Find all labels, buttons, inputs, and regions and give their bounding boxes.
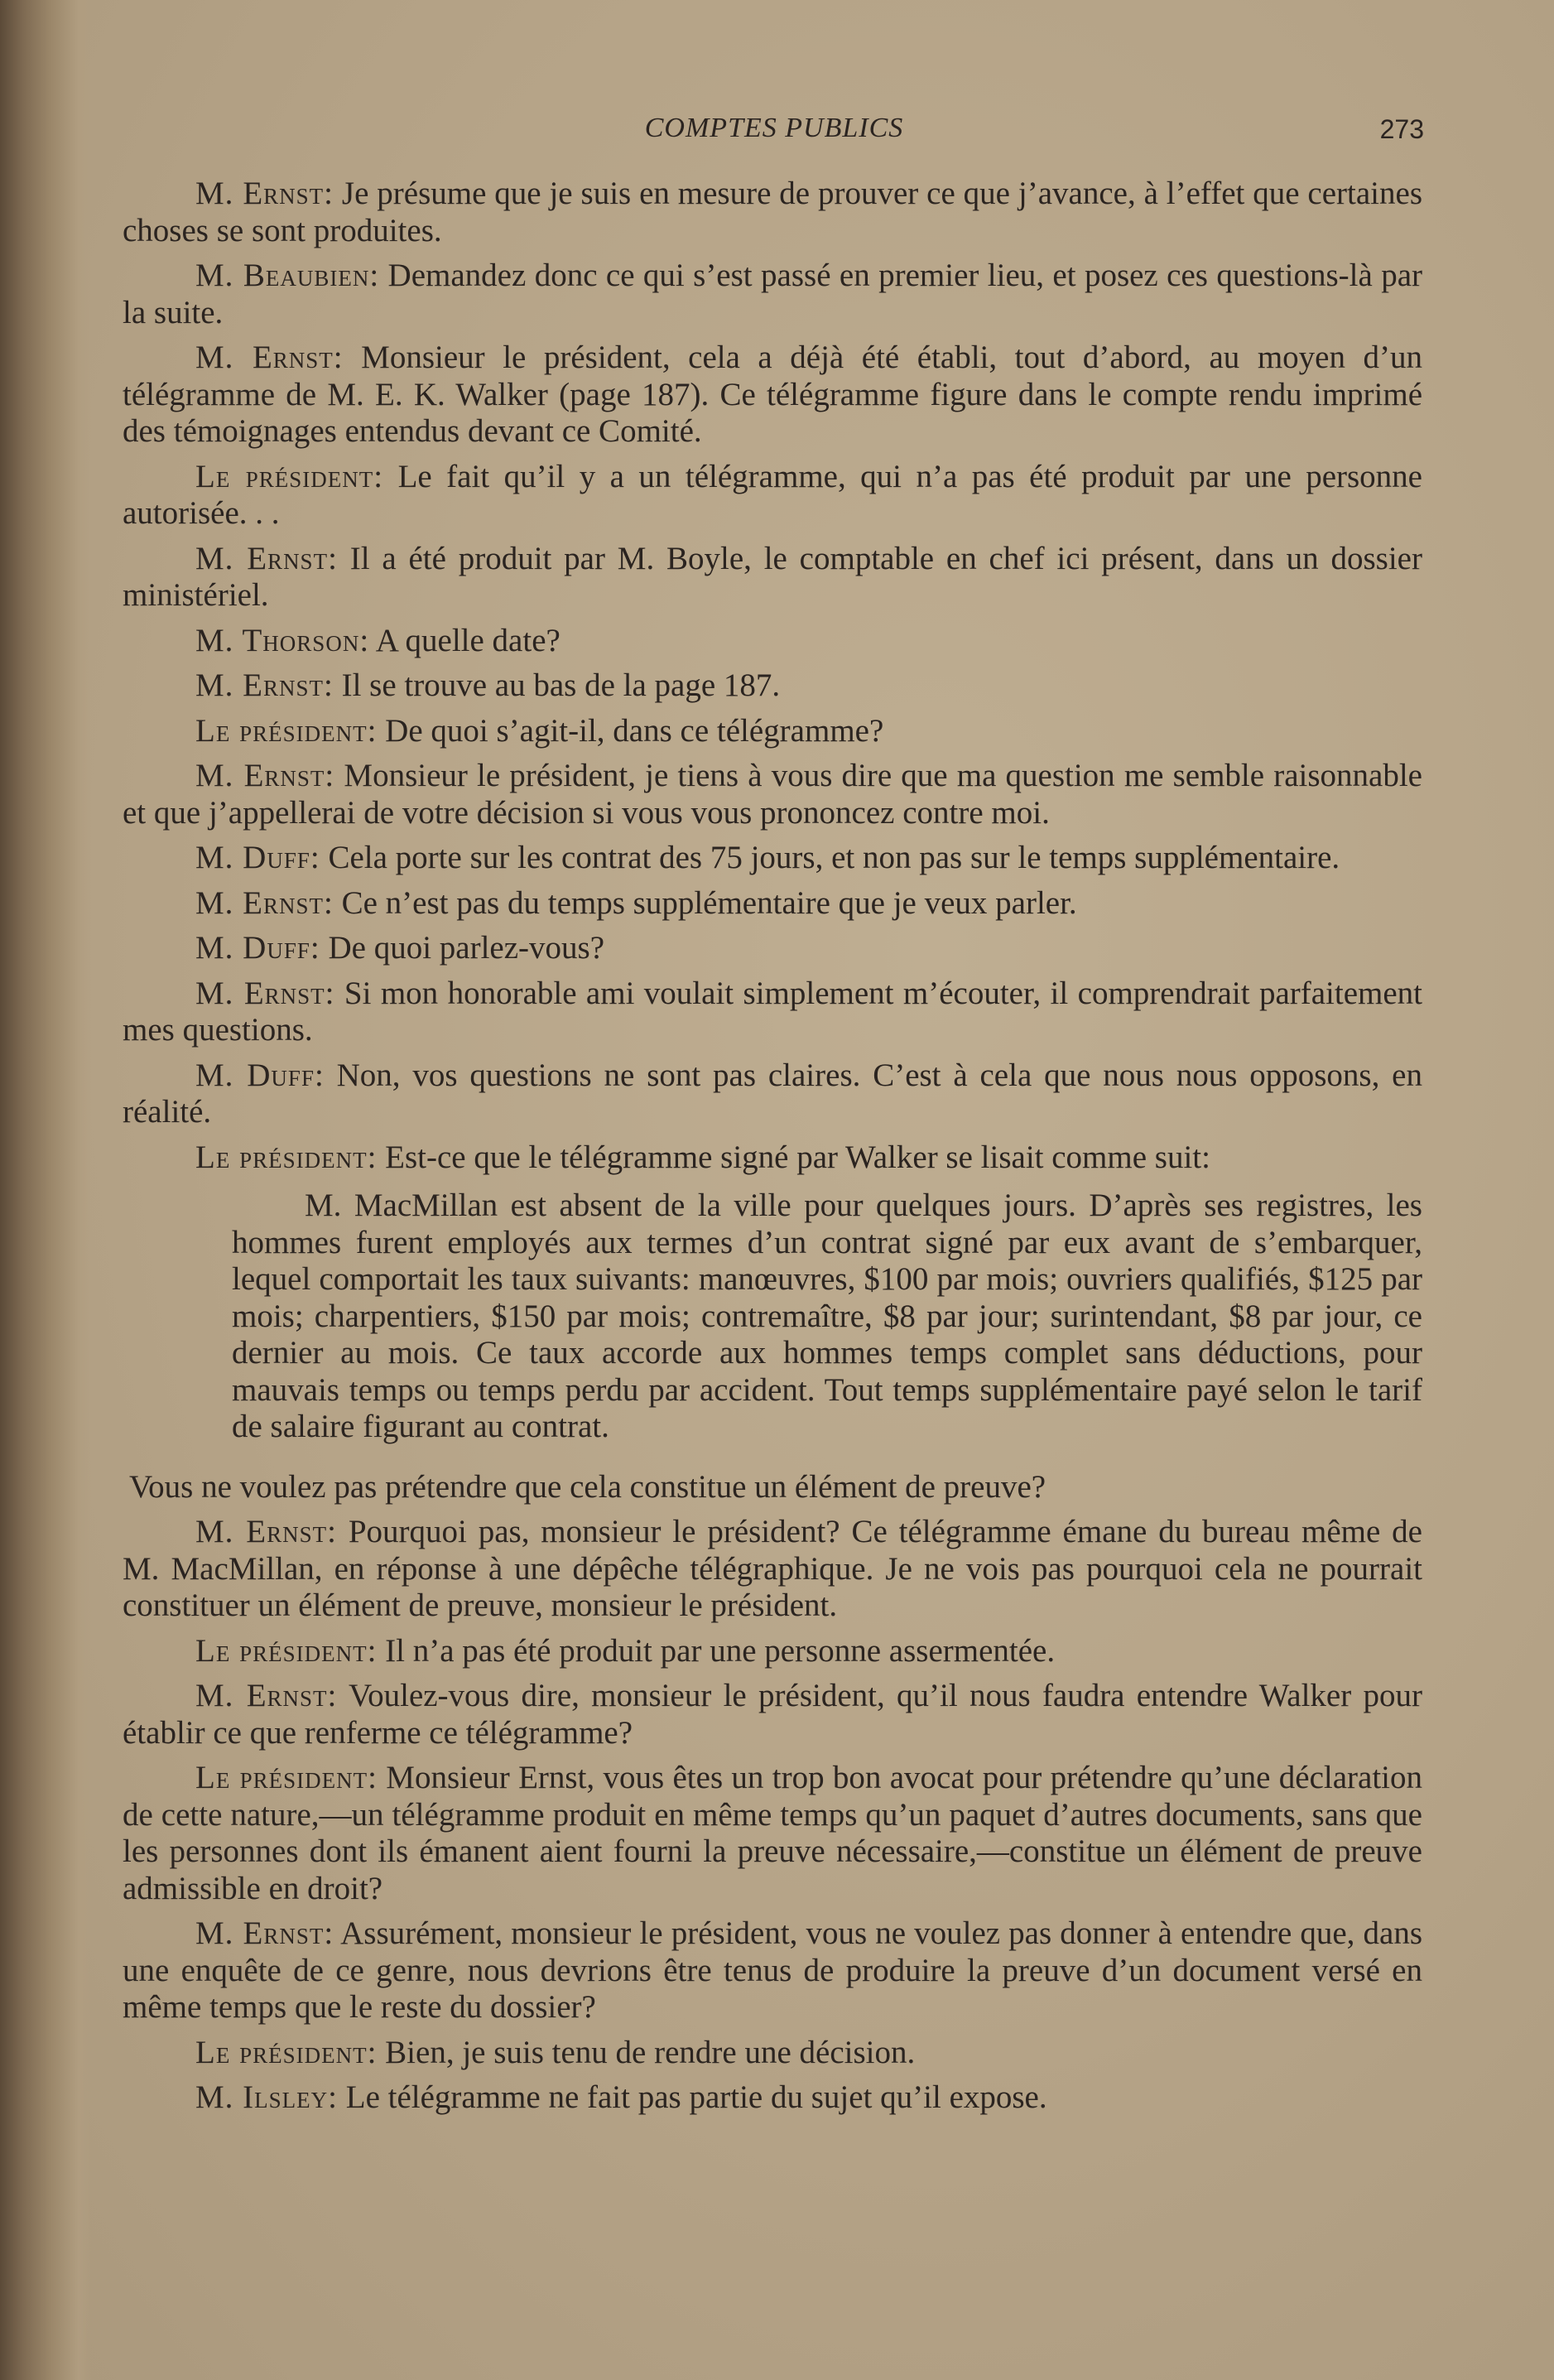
speaker: Le président: xyxy=(195,1632,378,1669)
running-title: COMPTES PUBLICS xyxy=(644,113,904,143)
speaker: M. Duff: xyxy=(195,1057,325,1093)
speech: Il se trouve au bas de la page 187. xyxy=(333,667,781,703)
paragraph xyxy=(123,885,1422,923)
speech: Non, vos questions ne sont pas claires. C’est à cela que nous nous opposons, en réalité. xyxy=(123,1057,1422,1130)
speaker: M. Ilsley: xyxy=(195,2079,338,2115)
speech: De quoi parlez-vous? xyxy=(320,930,605,966)
paragraph xyxy=(123,2079,1422,2117)
speech: Ce n’est pas du temps supplémentaire que je veux parler. xyxy=(333,884,1077,921)
speech: Assurément, monsieur le président, vous ne voulez pas donner à entendre que, dans une enquête de ce genre, nous devrions être tenus de produire la preuve d’un document versé en même temps que le reste du dossier? xyxy=(123,1915,1422,2025)
speaker: M. Ernst: xyxy=(195,667,334,703)
speech: Monsieur le président, cela a déjà été établi, tout d’abord, au moyen d’un télégramme de M. E. K. Walker (page 187). Ce télégramme figure dans le compte rendu imprimé des témoignages entendus devant ce Comité. xyxy=(123,340,1422,449)
speech: Demandez donc ce qui s’est passé en premier lieu, et posez ces questions-là par la suite. xyxy=(123,258,1422,330)
paragraph xyxy=(123,459,1422,532)
speaker: M. Ernst: xyxy=(195,1678,338,1713)
speech: Pourquoi pas, monsieur le président? Ce télégramme émane du bureau même de M. MacMillan, en réponse à une dépêche télégraphique. Je ne vois pas pourquoi cela ne pourrait constituer un élément de preuve, monsieur le président. xyxy=(123,1514,1422,1623)
paragraph xyxy=(123,340,1422,450)
paragraph xyxy=(123,840,1422,877)
speech: Monsieur Ernst, vous êtes un trop bon avocat pour prétendre qu’une déclaration de cette nature,—un télégramme produit en même temps qu’un paquet d’autres documents, sans que les personnes dont ils émanent aient fourni la preuve nécessaire,—constitue un élément de preuve admissible en droit? xyxy=(123,1760,1422,1906)
speech: Si mon honorable ami voulait simplement m’écouter, il comprendrait parfaitement mes questions. xyxy=(123,975,1422,1048)
speech: Je présume que je suis en mesure de prouver ce que j’avance, à l’effet que certaines choses se sont produites. xyxy=(123,176,1423,248)
continuation-text: Vous ne voulez pas prétendre que cela constitue un élément de preuve? xyxy=(129,1468,1046,1505)
paragraph xyxy=(123,1058,1422,1131)
speech: Voulez-vous dire, monsieur le président, qu’il nous faudra entendre Walker pour établir ce que renferme ce télégramme? xyxy=(123,1678,1422,1751)
paragraph xyxy=(123,258,1422,331)
speech: Est-ce que le télégramme signé par Walker se lisait comme suit: xyxy=(377,1139,1210,1175)
paragraph xyxy=(123,1139,1422,1177)
speaker: M. Ernst: xyxy=(195,176,334,211)
speaker: M. Duff: xyxy=(195,840,320,875)
speech: A quelle date? xyxy=(369,622,560,658)
speaker: M. Ernst: xyxy=(195,884,334,921)
transcript-body xyxy=(123,176,1422,2125)
page-number: 273 xyxy=(1379,114,1424,144)
speaker: M. Ernst: xyxy=(195,975,335,1011)
paragraph xyxy=(123,930,1422,967)
speaker: M. Ernst: xyxy=(195,1514,337,1549)
speech: Monsieur le président, je tiens à vous dire que ma question me semble raisonnable et que j’appellerai de votre décision si vous vous prononcez contre moi. xyxy=(123,758,1422,831)
paragraph xyxy=(123,1915,1422,2026)
speaker: M. Ernst: xyxy=(195,1915,334,1951)
speaker: Le président: xyxy=(195,458,384,494)
paragraph xyxy=(123,623,1422,660)
page-header xyxy=(124,113,1424,154)
speech: Cela porte sur les contrat des 75 jours, et non pas sur le temps supplémentaire. xyxy=(320,840,1340,875)
paragraph xyxy=(123,713,1422,750)
paragraph xyxy=(123,2035,1422,2072)
paragraph xyxy=(123,1633,1422,1670)
paragraph xyxy=(123,1760,1422,1907)
speaker: M. Thorson: xyxy=(195,622,370,658)
quoted-telegram: M. MacMillan est absent de la ville pour quelques jours. D’après ses registres, les hommes furent employés aux termes d’un contrat signé par eux avant de s’embarquer, lequel comportait les taux suivants: manœuvres, $100 par mois; ouvriers qualifiés, $125 par mois; charpentiers, $150 par mois; contremaître, $8 par jour; surintendant, $8 par jour, ce dernier au mois. Ce taux accorde aux hommes temps complet sans déductions, pour mauvais temps ou temps perdu par accident. Tout temps supplémentaire payé selon le tarif de salaire figurant au contrat. xyxy=(232,1188,1422,1444)
paragraph xyxy=(123,976,1422,1049)
speaker: Le président: xyxy=(195,1760,378,1795)
paragraph xyxy=(123,667,1422,705)
speech: Le fait qu’il y a un télégramme, qui n’a pas été produit par une personne autorisée. . . xyxy=(123,458,1422,531)
speaker: Le président: xyxy=(195,712,378,749)
speaker: M. Ernst: xyxy=(195,540,338,576)
speaker: M. Beaubien: xyxy=(195,258,380,293)
speaker: M. Ernst: xyxy=(195,758,335,793)
speech: Bien, je suis tenu de rendre une décision. xyxy=(377,2034,916,2070)
speech: Il n’a pas été produit par une personne assermentée. xyxy=(377,1632,1056,1669)
paragraph xyxy=(123,176,1422,249)
speaker: Le président: xyxy=(195,2034,378,2070)
speaker: M. Ernst: xyxy=(195,340,344,375)
paragraph xyxy=(123,1678,1422,1751)
speaker: Le président: xyxy=(195,1139,378,1175)
speaker: M. Duff: xyxy=(195,930,320,966)
paragraph xyxy=(123,541,1422,614)
speech: Il a été produit par M. Boyle, le comptable en chef ici présent, dans un dossier ministériel. xyxy=(123,540,1422,613)
paragraph xyxy=(123,758,1422,831)
book-binding-edge xyxy=(0,0,91,2380)
speech: Le télégramme ne fait pas partie du sujet qu’il expose. xyxy=(338,2079,1047,2115)
speech: De quoi s’agit-il, dans ce télégramme? xyxy=(377,712,884,749)
paragraph xyxy=(123,1514,1422,1625)
